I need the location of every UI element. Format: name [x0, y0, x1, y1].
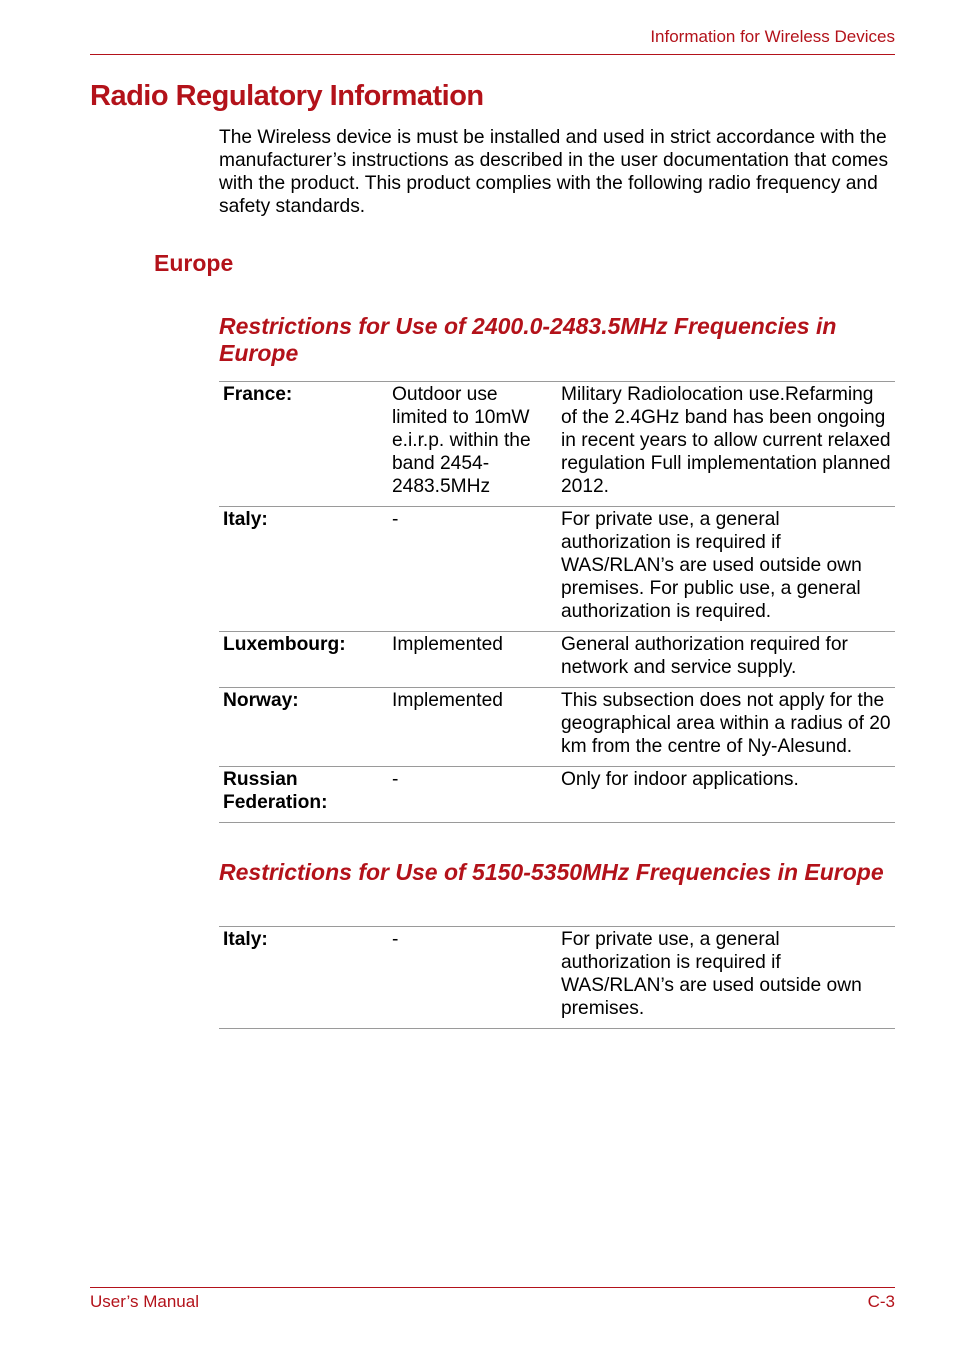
country-cell: Russian Federation: [219, 767, 388, 823]
header-rule [90, 54, 895, 55]
notes-cell: Only for indoor applications. [557, 767, 895, 823]
page-title: Radio Regulatory Information [90, 80, 484, 112]
implementation-cell: Implemented [388, 688, 557, 767]
country-cell: France: [219, 382, 388, 507]
running-header: Information for Wireless Devices [650, 27, 895, 46]
intro-paragraph: The Wireless device is must be installed and used in strict accordance with the manufacturer’s instructions as described in the user documentation that comes with the product. This product complies with the following radio frequency and safety standards. [219, 127, 889, 217]
table1-heading: Restrictions for Use of 2400.0-2483.5MHz Frequencies in Europe [219, 313, 837, 366]
implementation-cell: - [388, 507, 557, 632]
table-2400mhz [219, 381, 895, 823]
implementation-cell: - [388, 927, 557, 1029]
implementation-cell: Implemented [388, 632, 557, 688]
page-number: C-3 [867, 1292, 895, 1311]
footer-rule [90, 1287, 895, 1288]
notes-cell: General authorization required for network and service supply. [557, 632, 895, 688]
table-row [219, 927, 895, 1029]
implementation-cell: - [388, 767, 557, 823]
table-row [219, 688, 895, 767]
notes-cell: For private use, a general authorization is required if WAS/RLAN’s are used outside own premises. [557, 927, 895, 1029]
footer-manual-title: User’s Manual [90, 1292, 199, 1311]
table-row [219, 382, 895, 507]
table-row [219, 632, 895, 688]
notes-cell: This subsection does not apply for the geographical area within a radius of 20 km from the centre of Ny-Alesund. [557, 688, 895, 767]
country-cell: Luxembourg: [219, 632, 388, 688]
table-row [219, 507, 895, 632]
table-5150mhz [219, 926, 895, 1029]
implementation-cell: Outdoor use limited to 10mW e.i.r.p. within the band 2454-2483.5MHz [388, 382, 557, 507]
country-cell: Norway: [219, 688, 388, 767]
country-cell: Italy: [219, 507, 388, 632]
table-row [219, 767, 895, 823]
notes-cell: Military Radiolocation use.Refarming of the 2.4GHz band has been ongoing in recent years to allow current relaxed regulation Full implementation planned 2012. [557, 382, 895, 507]
table2-heading: Restrictions for Use of 5150-5350MHz Frequencies in Europe [219, 859, 884, 885]
section-heading-europe: Europe [154, 250, 234, 276]
notes-cell: For private use, a general authorization is required if WAS/RLAN’s are used outside own premises. For public use, a general authorization is required. [557, 507, 895, 632]
country-cell: Italy: [219, 927, 388, 1029]
